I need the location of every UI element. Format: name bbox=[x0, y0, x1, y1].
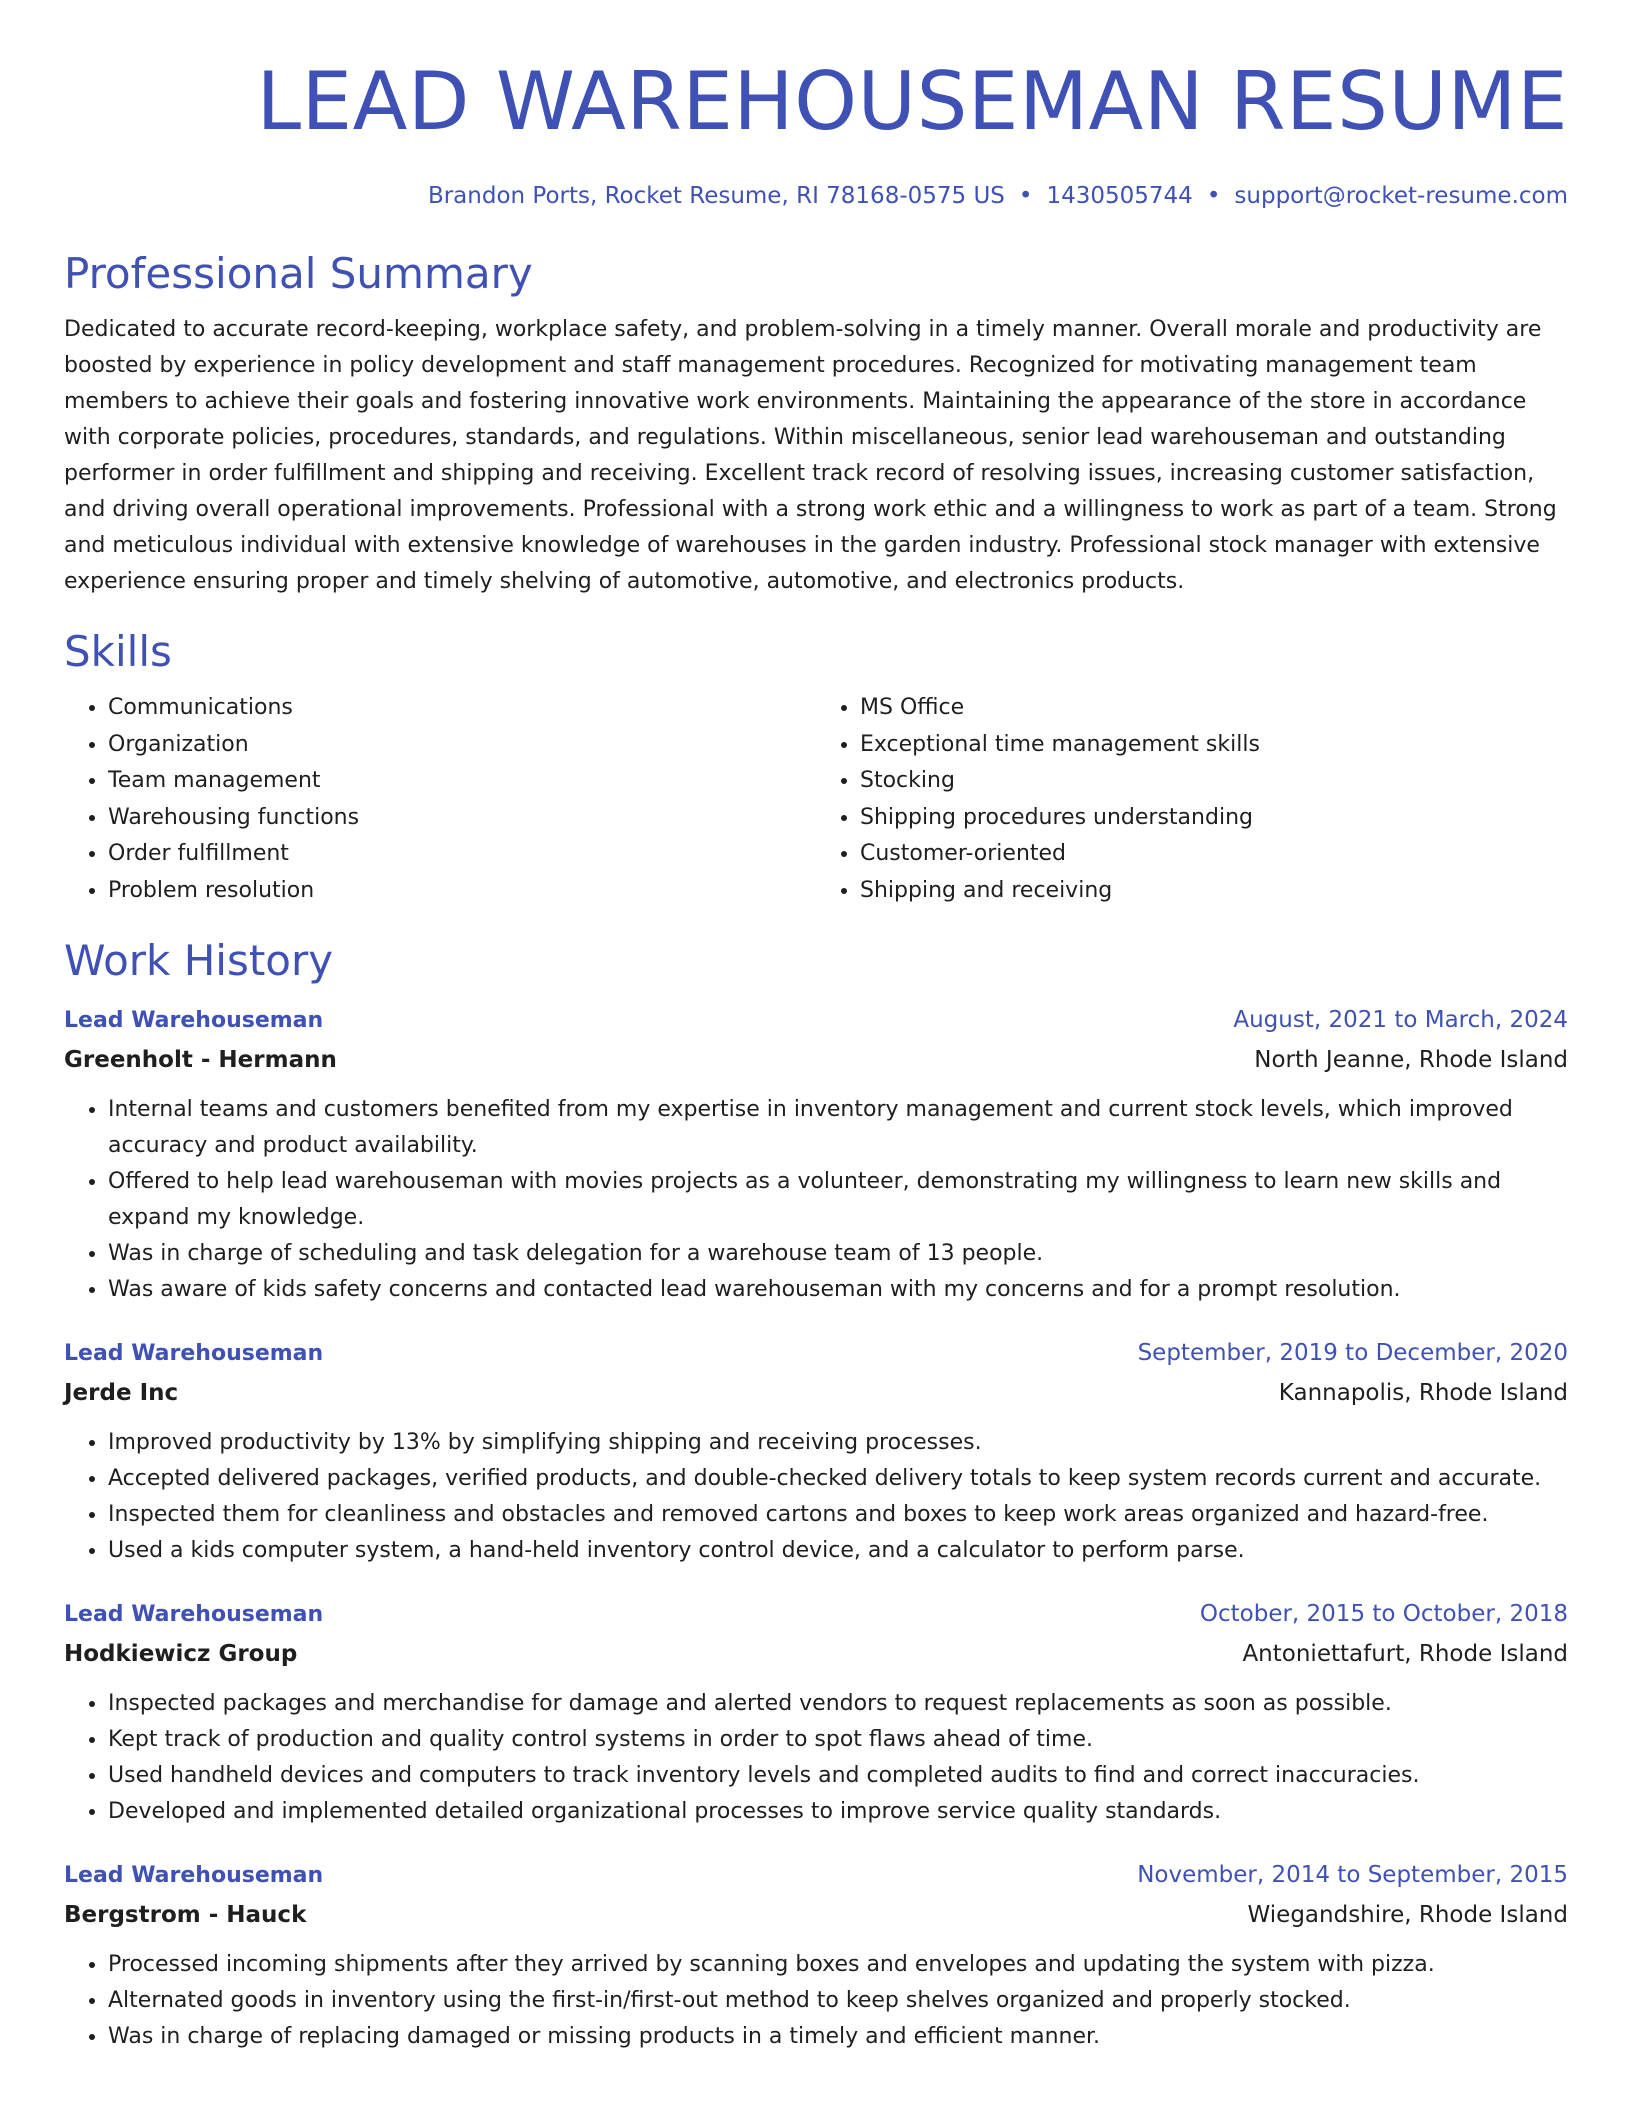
job-header-row bbox=[64, 1856, 1568, 1895]
skills-heading: Skills bbox=[64, 627, 172, 676]
job-dates: November, 2014 to September, 2015 bbox=[1137, 1862, 1568, 1888]
skill-item: • Exceptional time management skills bbox=[860, 727, 1568, 764]
job-company: Hodkiewicz Group bbox=[64, 1641, 298, 1667]
job-header-row bbox=[64, 1001, 1568, 1040]
job-bullet: • Was in charge of replacing damaged or missing products in a timely and efficient manner. bbox=[108, 2019, 1568, 2055]
job-bullet: • Inspected packages and merchandise for damage and alerted vendors to request replacements as soon as possible. bbox=[108, 1686, 1568, 1722]
resume-title: LEAD WAREHOUSEMAN RESUME bbox=[256, 55, 1568, 148]
job-bullet: • Kept track of production and quality control systems in order to spot flaws ahead of time. bbox=[108, 1722, 1568, 1758]
job-company: Greenholt - Hermann bbox=[64, 1047, 337, 1073]
skill-item: • Team management bbox=[108, 763, 816, 800]
skill-item: • Stocking bbox=[860, 763, 1568, 800]
job-location: Kannapolis, Rhode Island bbox=[1278, 1380, 1568, 1406]
job-entry bbox=[64, 1856, 1568, 2055]
job-title: Lead Warehouseman bbox=[64, 1602, 324, 1627]
job-dates: October, 2015 to October, 2018 bbox=[1199, 1601, 1568, 1627]
job-header-row bbox=[64, 1334, 1568, 1373]
summary-text: Dedicated to accurate record-keeping, workplace safety, and problem-solving in a timely manner. Overall morale and productivity are boosted by experience in policy development and staff management procedures. Recognized for motivating management team members to achieve their goals and fostering innovative work environments. Maintaining the appearance of the store in accordance with corporate policies, procedures, standards, and regulations. Within miscellaneous, senior lead warehouseman and outstanding performer in order fulfillment and shipping and receiving. Excellent track record of resolving issues, increasing customer satisfaction, and driving overall operational improvements. Professional with a strong work ethic and a willingness to work as part of a team. Strong and meticulous individual with extensive knowledge of warehouses in the garden industry. Professional stock manager with extensive experience ensuring proper and timely shelving of automotive, automotive, and electronics products. bbox=[64, 317, 1557, 594]
job-location: North Jeanne, Rhode Island bbox=[1254, 1047, 1568, 1073]
contact-email: support@rocket-resume.com bbox=[1234, 183, 1568, 209]
job-bullet: • Internal teams and customers benefited from my expertise in inventory management and current stock levels, which improved accuracy and product availability. bbox=[108, 1092, 1568, 1164]
job-bullets bbox=[64, 1092, 1568, 1308]
contact-phone: 1430505744 bbox=[1046, 183, 1193, 209]
skill-item: • Shipping procedures understanding bbox=[860, 800, 1568, 837]
job-bullet: • Improved productivity by 13% by simplifying shipping and receiving processes. bbox=[108, 1425, 1568, 1461]
job-location: Wiegandshire, Rhode Island bbox=[1247, 1902, 1568, 1928]
skill-item: • Shipping and receiving bbox=[860, 873, 1568, 910]
skills-list bbox=[64, 690, 1568, 909]
skill-item: • Warehousing functions bbox=[108, 800, 816, 837]
job-bullet: • Used a kids computer system, a hand-held inventory control device, and a calculator to perform parse. bbox=[108, 1533, 1568, 1569]
contact-separator: • bbox=[1206, 183, 1221, 209]
skill-item: • Customer-oriented bbox=[860, 836, 1568, 873]
job-company-row bbox=[64, 1040, 1568, 1080]
job-bullet: • Inspected them for cleanliness and obstacles and removed cartons and boxes to keep work areas organized and hazard-free. bbox=[108, 1497, 1568, 1533]
job-bullet: • Used handheld devices and computers to track inventory levels and completed audits to find and correct inaccuracies. bbox=[108, 1758, 1568, 1794]
job-entry bbox=[64, 1001, 1568, 1308]
job-entry bbox=[64, 1595, 1568, 1830]
work-history-heading: Work History bbox=[64, 936, 334, 985]
skill-item: • MS Office bbox=[860, 690, 1568, 727]
job-bullet: • Offered to help lead warehouseman with movies projects as a volunteer, demonstrating my willingness to learn new skills and expand my knowledge. bbox=[108, 1164, 1568, 1236]
skill-item: • Problem resolution bbox=[108, 873, 816, 910]
skills-column-left bbox=[64, 690, 816, 909]
skill-item: • Organization bbox=[108, 727, 816, 764]
job-bullet: • Was in charge of scheduling and task delegation for a warehouse team of 13 people. bbox=[108, 1236, 1568, 1272]
job-title: Lead Warehouseman bbox=[64, 1341, 324, 1366]
skills-column-right bbox=[816, 690, 1568, 909]
skill-item: • Order fulfillment bbox=[108, 836, 816, 873]
job-company: Jerde Inc bbox=[64, 1380, 179, 1406]
summary-heading: Professional Summary bbox=[64, 249, 533, 298]
job-company-row bbox=[64, 1373, 1568, 1413]
job-bullets bbox=[64, 1425, 1568, 1569]
job-dates: August, 2021 to March, 2024 bbox=[1233, 1007, 1568, 1033]
skill-item: • Communications bbox=[108, 690, 816, 727]
job-company-row bbox=[64, 1634, 1568, 1674]
job-entry bbox=[64, 1334, 1568, 1569]
job-title: Lead Warehouseman bbox=[64, 1008, 324, 1033]
job-bullet: • Developed and implemented detailed organizational processes to improve service quality standards. bbox=[108, 1794, 1568, 1830]
contact-line bbox=[64, 180, 1568, 212]
job-company-row bbox=[64, 1895, 1568, 1935]
job-bullet: • Processed incoming shipments after they arrived by scanning boxes and envelopes and updating the system with pizza. bbox=[108, 1947, 1568, 1983]
job-dates: September, 2019 to December, 2020 bbox=[1137, 1340, 1568, 1366]
job-location: Antoniettafurt, Rhode Island bbox=[1242, 1641, 1568, 1667]
job-company: Bergstrom - Hauck bbox=[64, 1902, 307, 1928]
job-header-row bbox=[64, 1595, 1568, 1634]
job-title: Lead Warehouseman bbox=[64, 1863, 324, 1888]
job-bullets bbox=[64, 1686, 1568, 1830]
job-bullet: • Accepted delivered packages, verified products, and double-checked delivery totals to keep system records current and accurate. bbox=[108, 1461, 1568, 1497]
job-bullet: • Was aware of kids safety concerns and contacted lead warehouseman with my concerns and for a prompt resolution. bbox=[108, 1272, 1568, 1308]
job-bullet: • Alternated goods in inventory using the first-in/first-out method to keep shelves organized and properly stocked. bbox=[108, 1983, 1568, 2019]
job-bullets bbox=[64, 1947, 1568, 2055]
contact-address: Brandon Ports, Rocket Resume, RI 78168-0575 US bbox=[427, 183, 1005, 209]
contact-separator: • bbox=[1018, 183, 1033, 209]
